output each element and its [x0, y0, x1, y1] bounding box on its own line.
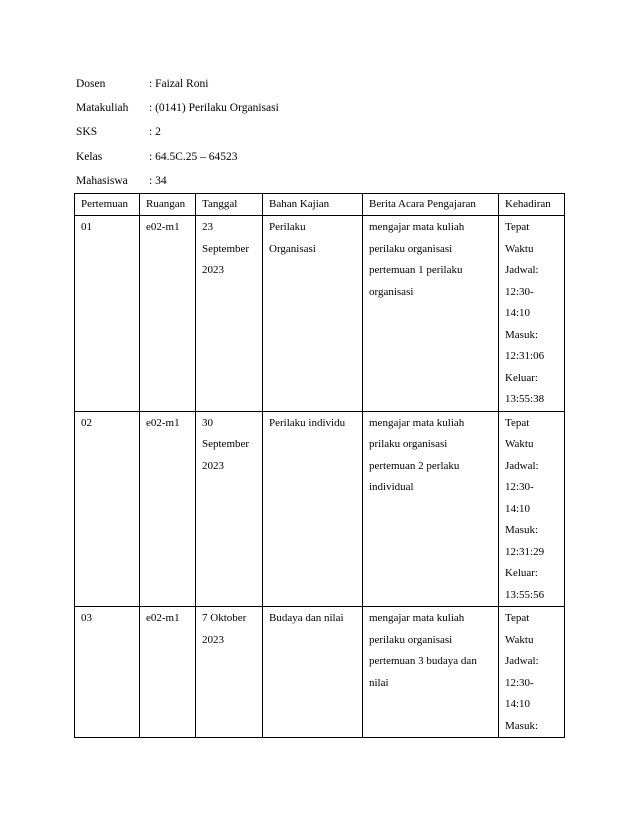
- header-berita-acara: Berita Acara Pengajaran: [363, 194, 499, 216]
- table-row: [75, 411, 565, 607]
- kehadiran-line: Keluar:: [505, 371, 538, 384]
- kehadiran-line: 13:55:56: [505, 588, 545, 601]
- info-value: : 34: [149, 174, 167, 187]
- kehadiran-line: Tepat: [505, 612, 530, 624]
- cell-ruangan: e02-m1: [140, 411, 196, 607]
- table-row: [75, 216, 565, 412]
- tanggal-line: 7 Oktober: [202, 612, 247, 624]
- kehadiran-line: Masuk:: [505, 719, 538, 732]
- kehadiran-line: 12:30-: [505, 285, 534, 298]
- cell-bahan-kajian: [263, 607, 363, 738]
- kehadiran-line: 13:55:38: [505, 393, 545, 405]
- cell-bahan-kajian: [263, 411, 363, 607]
- info-row-sks: [76, 120, 279, 144]
- kehadiran-line: Masuk:: [505, 524, 538, 536]
- kehadiran-line: Masuk:: [505, 328, 538, 341]
- tanggal-line: 30: [202, 416, 213, 429]
- kehadiran-line: 12:31:06: [505, 350, 545, 362]
- kehadiran-line: Tepat: [505, 221, 530, 233]
- info-value: : Faizal Roni: [149, 78, 209, 90]
- tanggal-line: 23: [202, 221, 213, 233]
- header-pertemuan: Pertemuan: [75, 194, 140, 216]
- kehadiran-line: Waktu: [505, 438, 534, 450]
- tanggal-line: 2023: [202, 264, 224, 276]
- cell-kehadiran: [499, 411, 565, 607]
- info-label: Matakuliah: [76, 102, 129, 115]
- attendance-table: [74, 193, 565, 738]
- berita-line: prilaku organisasi: [369, 438, 448, 450]
- tanggal-line: 2023: [202, 633, 224, 646]
- cell-tanggal: [196, 216, 263, 412]
- berita-line: mengajar mata kuliah: [369, 612, 465, 624]
- cell-pertemuan: 03: [75, 607, 140, 738]
- cell-bahan-kajian: [263, 216, 363, 412]
- info-row-mahasiswa: [76, 169, 279, 193]
- course-info: [76, 72, 279, 193]
- cell-tanggal: [196, 607, 263, 738]
- berita-line: individual: [369, 481, 414, 493]
- berita-line: pertemuan 1 perilaku: [369, 264, 463, 276]
- berita-line: perilaku organisasi: [369, 633, 453, 646]
- kehadiran-line: Jadwal:: [505, 264, 539, 276]
- bahan-line: Budaya dan nilai: [269, 612, 344, 624]
- info-value: : 64.5C.25 – 64523: [149, 150, 238, 163]
- kehadiran-line: Tepat: [505, 416, 530, 429]
- info-label: Kelas: [76, 150, 103, 163]
- cell-ruangan: e02-m1: [140, 607, 196, 738]
- cell-berita-acara: [363, 411, 499, 607]
- cell-tanggal: [196, 411, 263, 607]
- cell-kehadiran: [499, 607, 565, 738]
- tanggal-line: September: [202, 242, 250, 255]
- kehadiran-line: Waktu: [505, 242, 534, 255]
- info-label: SKS: [76, 126, 98, 139]
- kehadiran-line: 14:10: [505, 307, 531, 319]
- kehadiran-line: 12:30-: [505, 481, 534, 493]
- info-row-matakuliah: [76, 96, 279, 120]
- cell-berita-acara: [363, 607, 499, 738]
- table-header-row: [75, 194, 565, 216]
- berita-line: mengajar mata kuliah: [369, 221, 465, 233]
- berita-line: perilaku organisasi: [369, 242, 453, 255]
- header-kehadiran: Kehadiran: [499, 194, 565, 216]
- kehadiran-line: 14:10: [505, 502, 531, 515]
- berita-line: pertemuan 3 budaya dan: [369, 655, 477, 667]
- kehadiran-line: Keluar:: [505, 567, 538, 579]
- cell-pertemuan: 01: [75, 216, 140, 412]
- info-label: Mahasiswa: [76, 174, 128, 187]
- berita-line: nilai: [369, 676, 389, 689]
- kehadiran-line: 12:30-: [505, 676, 534, 689]
- cell-kehadiran: [499, 216, 565, 412]
- info-row-dosen: [76, 72, 279, 96]
- kehadiran-line: Waktu: [505, 633, 534, 646]
- info-value: : 2: [149, 126, 161, 139]
- cell-berita-acara: [363, 216, 499, 412]
- info-value: : (0141) Perilaku Organisasi: [149, 102, 279, 115]
- tanggal-line: 2023: [202, 459, 224, 472]
- info-label: Dosen: [76, 78, 106, 90]
- berita-line: mengajar mata kuliah: [369, 416, 465, 429]
- bahan-line: Perilaku: [269, 221, 306, 233]
- header-bahan-kajian: Bahan Kajian: [263, 194, 363, 216]
- info-row-kelas: [76, 145, 279, 169]
- bahan-line: Organisasi: [269, 242, 316, 255]
- berita-line: organisasi: [369, 285, 414, 298]
- tanggal-line: September: [202, 438, 250, 450]
- kehadiran-line: Jadwal:: [505, 459, 539, 472]
- kehadiran-line: Jadwal:: [505, 655, 539, 667]
- header-tanggal: Tanggal: [196, 194, 263, 216]
- berita-line: pertemuan 2 perlaku: [369, 459, 460, 472]
- table-row: [75, 607, 565, 738]
- bahan-line: Perilaku individu: [269, 416, 346, 429]
- kehadiran-line: 14:10: [505, 698, 531, 710]
- cell-ruangan: e02-m1: [140, 216, 196, 412]
- header-ruangan: Ruangan: [140, 194, 196, 216]
- kehadiran-line: 12:31:29: [505, 545, 545, 558]
- cell-pertemuan: 02: [75, 411, 140, 607]
